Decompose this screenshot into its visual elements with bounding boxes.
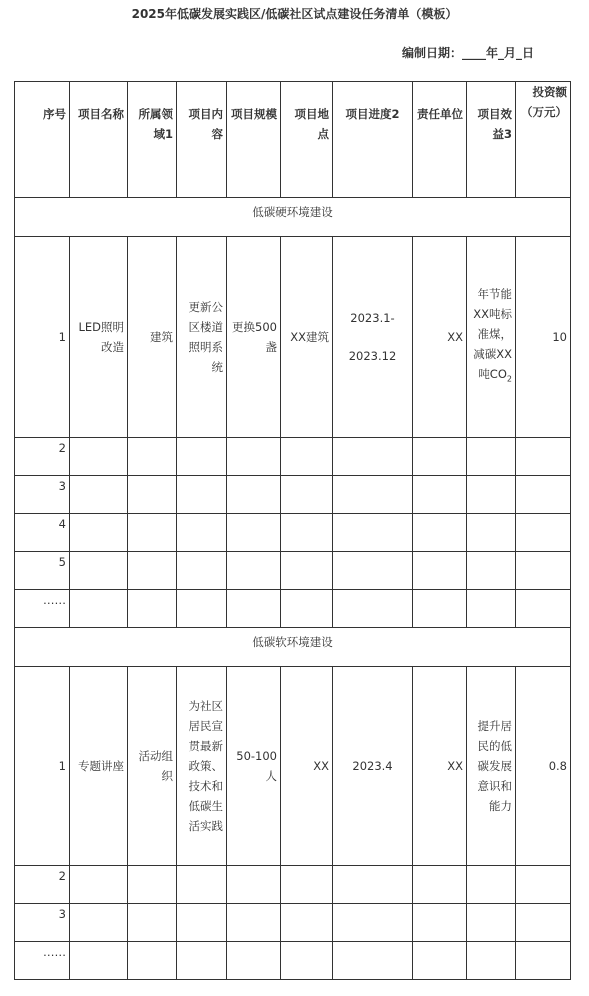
section-row [15, 628, 571, 667]
header-field: 所属领域1 [128, 82, 177, 198]
table-row [15, 476, 571, 514]
document-title: 2025年低碳发展实践区/低碳社区试点建设任务清单（模板） [131, 7, 458, 21]
header-location: 项目地点 [281, 82, 333, 198]
cell-scale: 更换500盏 [227, 237, 281, 438]
cell-progress: 2023.4 [333, 667, 413, 866]
cell-location: XX建筑 [281, 237, 333, 438]
progress-start: 2023.1- [350, 311, 395, 325]
cell-unit: XX [413, 237, 467, 438]
cell-no: 2 [15, 438, 70, 476]
table-row [15, 904, 571, 942]
cell-no: 3 [15, 904, 70, 942]
table-row [15, 590, 571, 628]
section-title: 低碳硬环境建设 [15, 198, 571, 237]
cell-field: 活动组织 [128, 667, 177, 866]
cell-field: 建筑 [128, 237, 177, 438]
cell-no: …… [15, 590, 70, 628]
table-row [15, 552, 571, 590]
task-table [14, 81, 571, 980]
cell-no: 1 [15, 667, 70, 866]
cell-location: XX [281, 667, 333, 866]
date-label: 编制日期：____年_月_日 [401, 46, 534, 60]
header-content: 项目内容 [177, 82, 227, 198]
table-row [15, 866, 571, 904]
header-scale: 项目规模 [227, 82, 281, 198]
cell-no: 3 [15, 476, 70, 514]
section-row [15, 198, 571, 237]
benefit-subscript: 2 [506, 374, 512, 384]
cell-invest: 10 [516, 237, 571, 438]
header-unit: 责任单位 [413, 82, 467, 198]
header-progress: 项目进度2 [333, 82, 413, 198]
section-title: 低碳软环境建设 [15, 628, 571, 667]
cell-no: 1 [15, 237, 70, 438]
cell-no: 4 [15, 514, 70, 552]
cell-benefit [467, 237, 516, 438]
header-row [15, 82, 571, 198]
cell-no: …… [15, 942, 70, 980]
progress-end: 2023.12 [348, 349, 397, 363]
cell-benefit: 提升居民的低碳发展意识和能力 [467, 667, 516, 866]
table-row [15, 667, 571, 866]
cell-name: LED照明改造 [70, 237, 128, 438]
cell-scale: 50-100人 [227, 667, 281, 866]
table-row [15, 237, 571, 438]
cell-no: 5 [15, 552, 70, 590]
cell-no: 2 [15, 866, 70, 904]
table-row [15, 942, 571, 980]
cell-name: 专题讲座 [70, 667, 128, 866]
header-name: 项目名称 [70, 82, 128, 198]
cell-unit: XX [413, 667, 467, 866]
header-no: 序号 [15, 82, 70, 198]
table-row [15, 514, 571, 552]
header-benefit: 项目效益3 [467, 82, 516, 198]
cell-progress [333, 237, 413, 438]
table-row [15, 438, 571, 476]
benefit-text: 年节能XX吨标准煤，减碳XX吨CO [473, 287, 512, 382]
cell-content: 为社区居民宣贯最新政策、技术和低碳生活实践 [177, 667, 227, 866]
header-invest: 投资额（万元） [516, 82, 571, 198]
cell-invest: 0.8 [516, 667, 571, 866]
cell-content: 更新公区楼道照明系统 [177, 237, 227, 438]
